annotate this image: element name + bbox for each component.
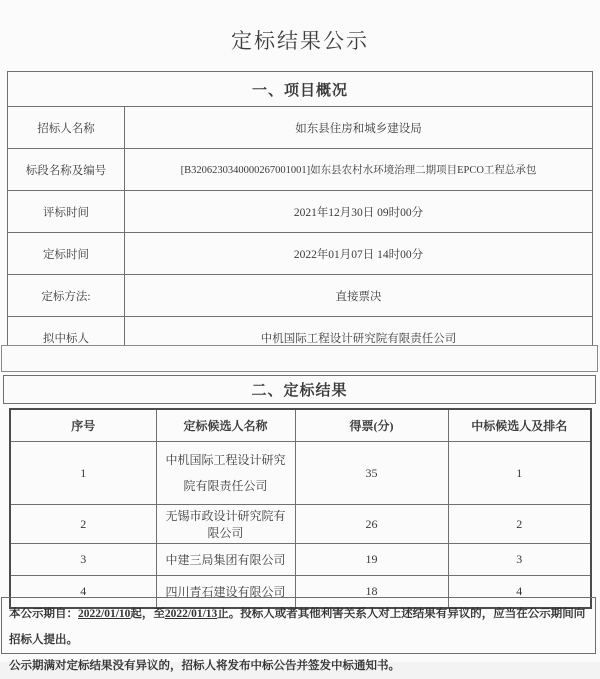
row-label: 招标人名称 xyxy=(8,107,125,149)
cell-rank: 3 xyxy=(448,544,591,576)
table-row xyxy=(8,275,593,317)
notice-prefix: 本公示期自： xyxy=(9,608,78,620)
cell-no: 4 xyxy=(10,576,156,609)
row-value: 直接票决 xyxy=(125,275,593,317)
col-header-votes: 得票(分) xyxy=(295,409,448,442)
empty-spacer-box xyxy=(1,345,598,372)
cell-votes: 26 xyxy=(295,505,448,544)
cell-name: 中机国际工程设计研究院有限责任公司 xyxy=(156,442,295,505)
notice-suffix: 止。投标人或者其他利害关系人对上述结果有异议的，应当在公示期间向招标人提出。 xyxy=(9,608,586,646)
award-results-table xyxy=(9,408,592,609)
project-overview-table xyxy=(7,71,593,359)
table-row xyxy=(8,233,593,275)
col-header-name: 定标候选人名称 xyxy=(156,409,295,442)
table-row xyxy=(10,442,591,505)
table-header-row xyxy=(10,409,591,442)
notice-line-1 xyxy=(9,601,588,653)
table-row xyxy=(8,107,593,149)
row-value: 2021年12月30日 09时00分 xyxy=(125,191,593,233)
row-label: 标段名称及编号 xyxy=(8,149,125,191)
notice-line-2: 公示期满对定标结果没有异议的，招标人将发布中标公告并签发中标通知书。 xyxy=(9,660,400,672)
cell-no: 2 xyxy=(10,505,156,544)
row-value: 如东县住房和城乡建设局 xyxy=(125,107,593,149)
row-label: 拟中标人 xyxy=(8,317,125,359)
document-title: 定标结果公示 xyxy=(231,29,369,53)
cell-votes: 18 xyxy=(295,576,448,609)
col-header-no: 序号 xyxy=(10,409,156,442)
row-label: 评标时间 xyxy=(8,191,125,233)
notice-mid: 起，至 xyxy=(130,608,165,620)
cell-name: 中建三局集团有限公司 xyxy=(156,544,295,576)
table-row xyxy=(8,149,593,191)
row-value: 2022年01月07日 14时00分 xyxy=(125,233,593,275)
row-label: 定标方法: xyxy=(8,275,125,317)
cell-votes: 19 xyxy=(295,544,448,576)
cell-name: 无锡市政设计研究院有限公司 xyxy=(156,505,295,544)
row-value: [B3206230340000267001001]如东县农村水环境治理二期项目EPCO工程总承包 xyxy=(125,149,593,191)
table-row xyxy=(10,544,591,576)
cell-votes: 35 xyxy=(295,442,448,505)
cell-rank: 4 xyxy=(448,576,591,609)
section2-title: 二、定标结果 xyxy=(3,375,596,404)
col-header-rank: 中标候选人及排名 xyxy=(448,409,591,442)
cell-no: 3 xyxy=(10,544,156,576)
row-label: 定标时间 xyxy=(8,233,125,275)
table-row xyxy=(10,505,591,544)
row-value: 中机国际工程设计研究院有限责任公司 xyxy=(125,317,593,359)
cell-rank: 2 xyxy=(448,505,591,544)
notice-start-date: 2022/01/10 xyxy=(78,608,131,620)
public-notice-box xyxy=(1,597,596,672)
cell-no: 1 xyxy=(10,442,156,505)
cell-rank: 1 xyxy=(448,442,591,505)
table-row xyxy=(8,191,593,233)
cell-name: 四川青石建设有限公司 xyxy=(156,576,295,609)
section1-title: 一、项目概况 xyxy=(8,72,593,107)
notice-end-date: 2022/01/13 xyxy=(164,608,218,620)
